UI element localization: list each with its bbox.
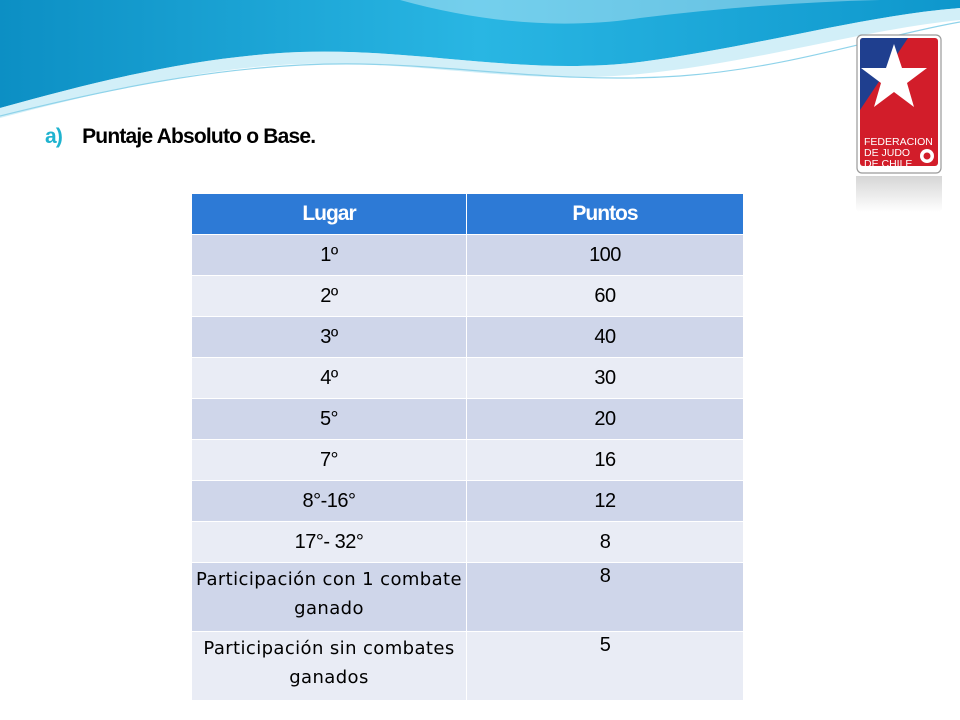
header-lugar: Lugar: [192, 194, 467, 235]
place-cell: 8°-16°: [192, 481, 467, 522]
points-cell: 12: [467, 481, 744, 522]
points-cell: 20: [467, 399, 744, 440]
points-cell: 30: [467, 358, 744, 399]
place-cell: 7°: [192, 440, 467, 481]
table-row: [192, 522, 744, 563]
logo-text-line: DE JUDO: [864, 147, 911, 159]
table-row: [192, 440, 744, 481]
table-row: [192, 276, 744, 317]
points-cell: 8: [467, 563, 744, 632]
place-cell: Participación sin combates ganados: [192, 632, 467, 701]
points-cell: 5: [467, 632, 744, 701]
table-row: [192, 399, 744, 440]
table-row: [192, 317, 744, 358]
table-row: [192, 481, 744, 522]
place-cell: 5°: [192, 399, 467, 440]
points-cell: 8: [467, 522, 744, 563]
table-header-row: [192, 194, 744, 235]
place-cell: Participación con 1 combate ganado: [192, 563, 467, 632]
points-cell: 40: [467, 317, 744, 358]
table-row: [192, 235, 744, 276]
points-cell: 100: [467, 235, 744, 276]
place-cell: 1º: [192, 235, 467, 276]
list-marker: a): [45, 125, 63, 148]
table-row: [192, 563, 744, 632]
points-cell: 16: [467, 440, 744, 481]
logo-text-line: DE CHILE: [864, 158, 913, 170]
heading-text: Puntaje Absoluto o Base.: [82, 125, 316, 148]
wave-banner: [0, 0, 960, 120]
logo-reflection: [856, 176, 942, 212]
points-cell: 60: [467, 276, 744, 317]
table-row: [192, 358, 744, 399]
section-heading: [45, 125, 315, 149]
federation-logo: [856, 34, 942, 174]
logo-text-line: FEDERACION: [864, 136, 933, 148]
table-row: [192, 632, 744, 701]
header-puntos: Puntos: [467, 194, 744, 235]
place-cell: 2º: [192, 276, 467, 317]
place-cell: 3º: [192, 317, 467, 358]
place-cell: 4º: [192, 358, 467, 399]
points-table: [191, 193, 744, 701]
place-cell: 17°- 32°: [192, 522, 467, 563]
